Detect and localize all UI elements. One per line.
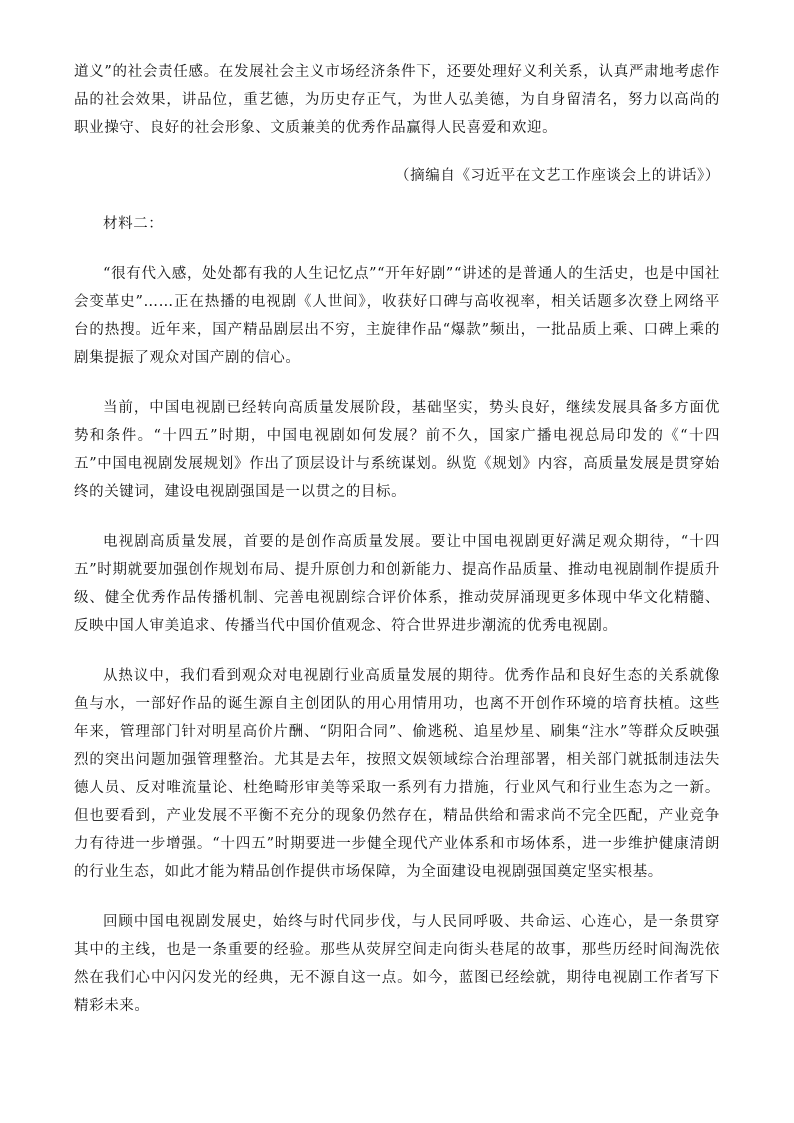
- body-paragraph: 从热议中，我们看到观众对电视剧行业高质量发展的期待。优秀作品和良好生态的关系就像鱼与水，一部好作品的诞生源自主创团队的用心用情用功，也离不开创作环境的培育扶植。这些年来，管理部门针对明星高价片酬、“阴阳合同”、偷逃税、追星炒星、刷集“注水”等群众反映强烈的突出问题加强管理整治。尤其是去年，按照文娱领域综合治理部署，相关部门就抵制违法失德人员、反对唯流量论、杜绝畸形审美等采取一系列有力措施，行业风气和行业生态为之一新。但也要看到，产业发展不平衡不充分的现象仍然存在，精品供给和需求尚不完全匹配，产业竞争力有待进一步增强。“十四五”时期要进一步健全现代产业体系和市场体系，进一步维护健康清朗的行业生态，如此才能为精品创作提供市场保障，为全面建设电视剧强国奠定坚实根基。: [74, 668, 720, 880]
- body-paragraph: “很有代入感，处处都有我的人生记忆点”“开年好剧”“讲述的是普通人的生活史，也是中国社会变革史”……正在热播的电视剧《人世间》，收获好口碑与高收视率，相关话题多次登上网络平台的热搜。近年来，国产精品剧层出不穷，主旋律作品“爆款”频出，一批品质上乘、口碑上乘的剧集提振了观众对国产剧的信心。: [74, 266, 720, 366]
- body-paragraph: 回顾中国电视剧发展史，始终与时代同步伐，与人民同呼吸、共命运、心连心，是一条贯穿其中的主线，也是一条重要的经验。那些从荧屏空间走向街头巷尾的故事，那些历经时间淘洗依然在我们心中闪闪发光的经典，无不源自这一点。如今，蓝图已经绘就，期待电视剧工作者写下精彩未来。: [74, 914, 720, 1014]
- material-heading: 材料二：: [103, 216, 164, 232]
- body-paragraph: 电视剧高质量发展，首要的是创作高质量发展。要让中国电视剧更好满足观众期待，“十四五”时期就要加强创作规划布局、提升原创力和创新能力、提高作品质量、推动电视剧制作提质升级、健全优秀作品传播机制、完善电视剧综合评价体系，推动荧屏涌现更多体现中华文化精髓、反映中国人审美追求、传播当代中国价值观念、符合世界进步潮流的优秀电视剧。: [74, 534, 720, 634]
- document-page: [74, 58, 720, 1020]
- intro-paragraph: 道义”的社会责任感。在发展社会主义市场经济条件下，还要处理好义利关系，认真严肃地考虑作品的社会效果，讲品位，重艺德，为历史存正气，为世人弘美德，为自身留清名，努力以高尚的职业操守、良好的社会形象、文质兼美的优秀作品赢得人民喜爱和欢迎。: [74, 64, 720, 136]
- source-note: （摘编自《习近平在文艺工作座谈会上的讲话》）: [395, 168, 720, 184]
- body-paragraph: 当前，中国电视剧已经转向高质量发展阶段，基础坚实，势头良好，继续发展具备多方面优势和条件。“十四五”时期，中国电视剧如何发展？前不久，国家广播电视总局印发的《“十四五”中国电视剧发展规划》作出了顶层设计与系统谋划。纵览《规划》内容，高质量发展是贯穿始终的关键词，建设电视剧强国是一以贯之的目标。: [74, 400, 720, 500]
